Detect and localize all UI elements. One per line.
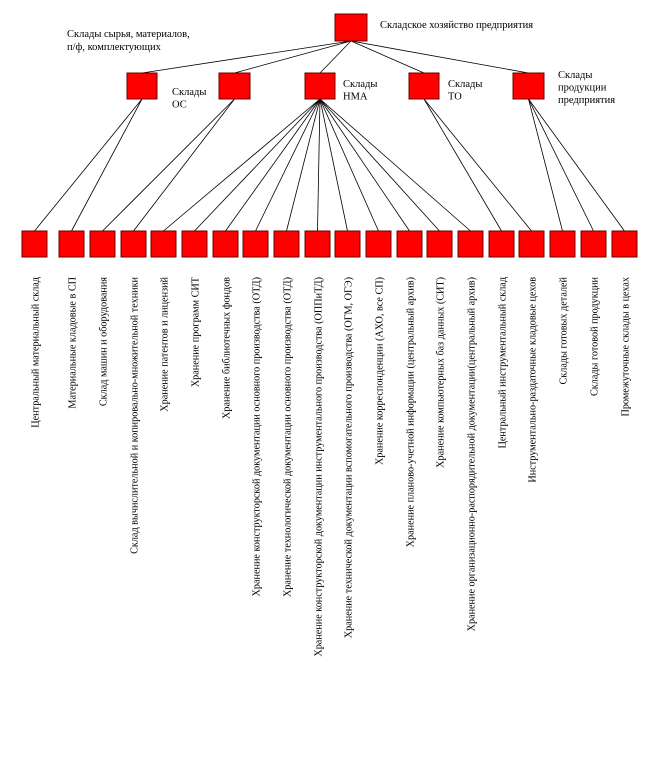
edge-m3-leaf-7 (226, 99, 321, 231)
mid-node-m2 (219, 73, 250, 99)
leaf-label-6: Хранение программ СИТ (190, 277, 202, 388)
leaf-node-3 (90, 231, 115, 257)
edge-m2-leaf-4 (134, 99, 235, 231)
leaf-node-5 (151, 231, 176, 257)
leaf-label-12: Хранение корреспонденции (АХО, все СП) (374, 277, 386, 466)
edge-m4-leaf-16 (424, 99, 502, 231)
leaf-label-15: Хранение организационно-распорядительной документации(центральный архив) (466, 277, 478, 632)
edge-m3-leaf-10 (318, 99, 321, 231)
leaf-node-4 (121, 231, 146, 257)
mid-label-m2-line-1: Склады (172, 87, 207, 98)
mid-label-m4-line-2: ТО (448, 91, 462, 103)
edge-m1-leaf-1 (35, 99, 143, 231)
leaf-node-10 (305, 231, 330, 257)
mid-label-m5-line-1: Склады (558, 70, 593, 81)
edge-m5-leaf-20 (529, 99, 625, 231)
leaf-node-20 (612, 231, 637, 257)
leaf-label-17: Инструментально-раздаточные кладовые цехов (527, 277, 539, 483)
edge-m5-leaf-19 (529, 99, 594, 231)
leaf-label-3: Склад машин и оборудования (98, 277, 110, 407)
root-node (335, 14, 367, 41)
leaf-node-16 (489, 231, 514, 257)
edge-m3-leaf-6 (195, 99, 321, 231)
leaf-node-6 (182, 231, 207, 257)
edge-m3-leaf-15 (320, 99, 471, 231)
leaf-node-18 (550, 231, 575, 257)
leaf-node-15 (458, 231, 483, 257)
edge-m4-leaf-17 (424, 99, 532, 231)
leaf-node-7 (213, 231, 238, 257)
leaf-label-14: Хранение компьютерных баз данных (СИТ) (435, 277, 447, 468)
leaf-label-5: Хранение патентов и лицензий (159, 277, 171, 412)
mid-node-m1 (127, 73, 157, 99)
leaf-node-11 (335, 231, 360, 257)
edge-m3-leaf-9 (287, 99, 321, 231)
mid-label-m2-line-2: ОС (172, 99, 187, 111)
leaf-node-12 (366, 231, 391, 257)
edge-m3-leaf-5 (164, 99, 321, 231)
root-label: Складское хозяйство предприятия (380, 20, 534, 31)
leaf-label-18: Склады готовых деталей (558, 277, 570, 385)
leaf-label-9: Хранение технологической документации основного производства (ОТД) (282, 277, 294, 598)
leaf-label-2: Материальные кладовые в СП (67, 277, 79, 409)
mid-label-m3-line-1: Склады (343, 79, 378, 90)
mid-node-m5 (513, 73, 544, 99)
leaf-label-20: Промежуточные склады в цехах (620, 277, 632, 417)
mid-label-m5-line-3: предприятия (558, 95, 616, 106)
leaf-node-1 (22, 231, 47, 257)
leaf-label-4: Склад вычислительной и копировально-множительной техники (129, 277, 141, 554)
mid-node-m4 (409, 73, 439, 99)
edge-m3-leaf-14 (320, 99, 440, 231)
leaf-label-7: Хранение библиотечных фондов (221, 277, 233, 419)
leaf-label-10: Хранение конструкторской документации инструментального производства (ОППиТД) (313, 277, 325, 657)
mid-node-m3 (305, 73, 335, 99)
edge-m2-leaf-3 (103, 99, 235, 231)
mid-label-m3-line-2: НМА (343, 91, 368, 103)
leaf-node-8 (243, 231, 268, 257)
caption-line-1: Склады сырья, материалов, (67, 29, 190, 40)
leaf-node-13 (397, 231, 422, 257)
edge-m1-leaf-2 (72, 99, 143, 231)
leaf-label-16: Центральный инструментальный склад (497, 277, 509, 449)
leaf-node-2 (59, 231, 84, 257)
leaf-node-17 (519, 231, 544, 257)
edge-m3-leaf-8 (256, 99, 321, 231)
leaf-label-13: Хранение планово-учетной информации (центральный архив) (405, 277, 417, 548)
edge-root-m5 (351, 41, 529, 73)
edge-root-m3 (320, 41, 351, 73)
leaf-node-9 (274, 231, 299, 257)
caption-line-2: п/ф, комплектующих (67, 42, 161, 53)
edge-root-m4 (351, 41, 424, 73)
leaf-node-14 (427, 231, 452, 257)
mid-label-m5-line-2: продукции (558, 82, 607, 94)
leaf-label-19: Склады готовой продукции (589, 277, 601, 396)
connector-lines (35, 41, 625, 231)
edge-m5-leaf-18 (529, 99, 563, 231)
leaf-label-1: Центральный материальный склад (30, 277, 42, 428)
edge-root-m1 (142, 41, 351, 73)
leaf-label-11: Хранение технической документации вспомогательного производства (ОГМ, ОГЭ) (343, 277, 355, 639)
edge-m3-leaf-12 (320, 99, 379, 231)
mid-label-m4-line-1: Склады (448, 79, 483, 90)
leaf-node-19 (581, 231, 606, 257)
leaf-label-8: Хранение конструкторской документации основного производства (ОТД) (251, 277, 263, 597)
edge-root-m2 (235, 41, 352, 73)
